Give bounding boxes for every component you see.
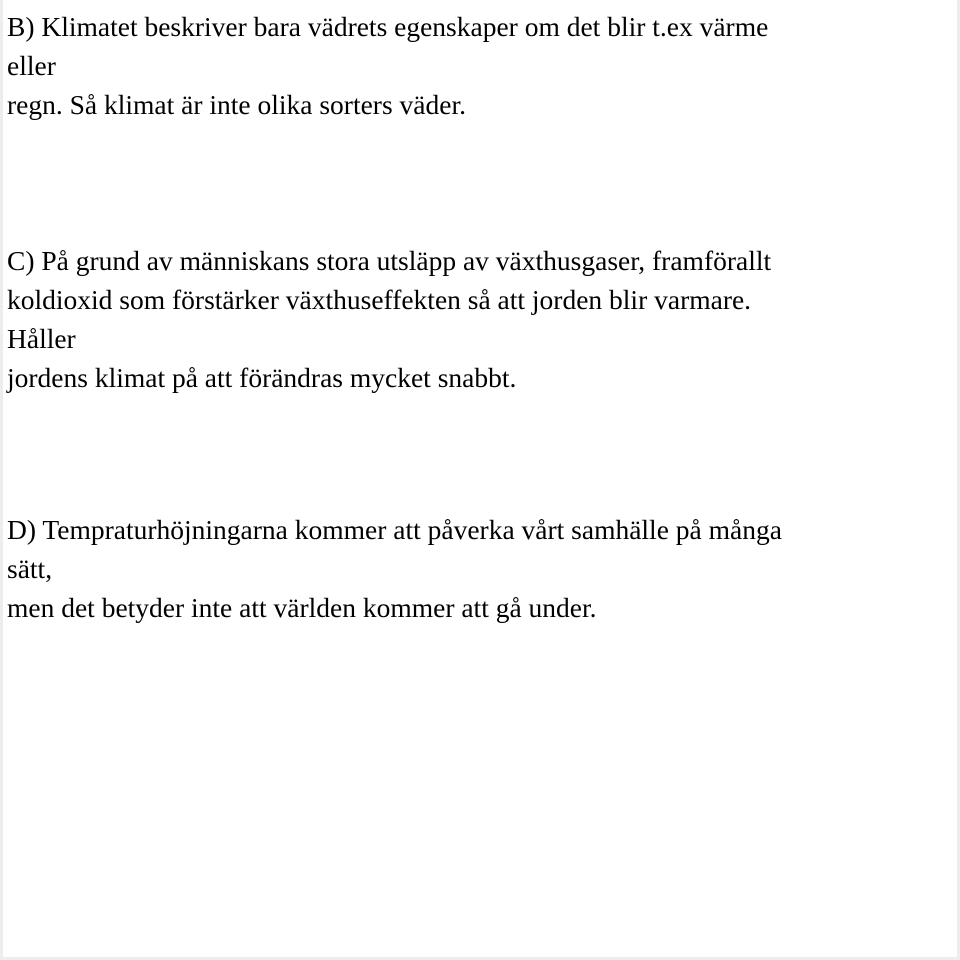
text-line: jordens klimat på att förändras mycket snabbt. (7, 362, 517, 393)
text-line: C) På grund av människans stora utsläpp av växthusgaser, framförallt (7, 245, 772, 276)
text-line: B) Klimatet beskriver bara vädrets egenskaper om det blir t.ex värme (7, 11, 769, 42)
text-line: sätt, (7, 553, 53, 584)
paragraph-c (7, 241, 771, 397)
text-line: men det betyder inte att världen kommer att gå under. (7, 592, 597, 623)
text-line: regn. Så klimat är inte olika sorters väder. (7, 89, 466, 120)
text-line: D) Tempraturhöjningarna kommer att påverka vårt samhälle på många (7, 514, 782, 545)
text-line: koldioxid som förstärker växthuseffekten så att jorden blir varmare. (7, 284, 752, 315)
paragraph-b (7, 7, 768, 124)
text-line: eller (7, 50, 56, 81)
paragraph-d (7, 510, 782, 627)
text-line: Håller (7, 323, 76, 354)
